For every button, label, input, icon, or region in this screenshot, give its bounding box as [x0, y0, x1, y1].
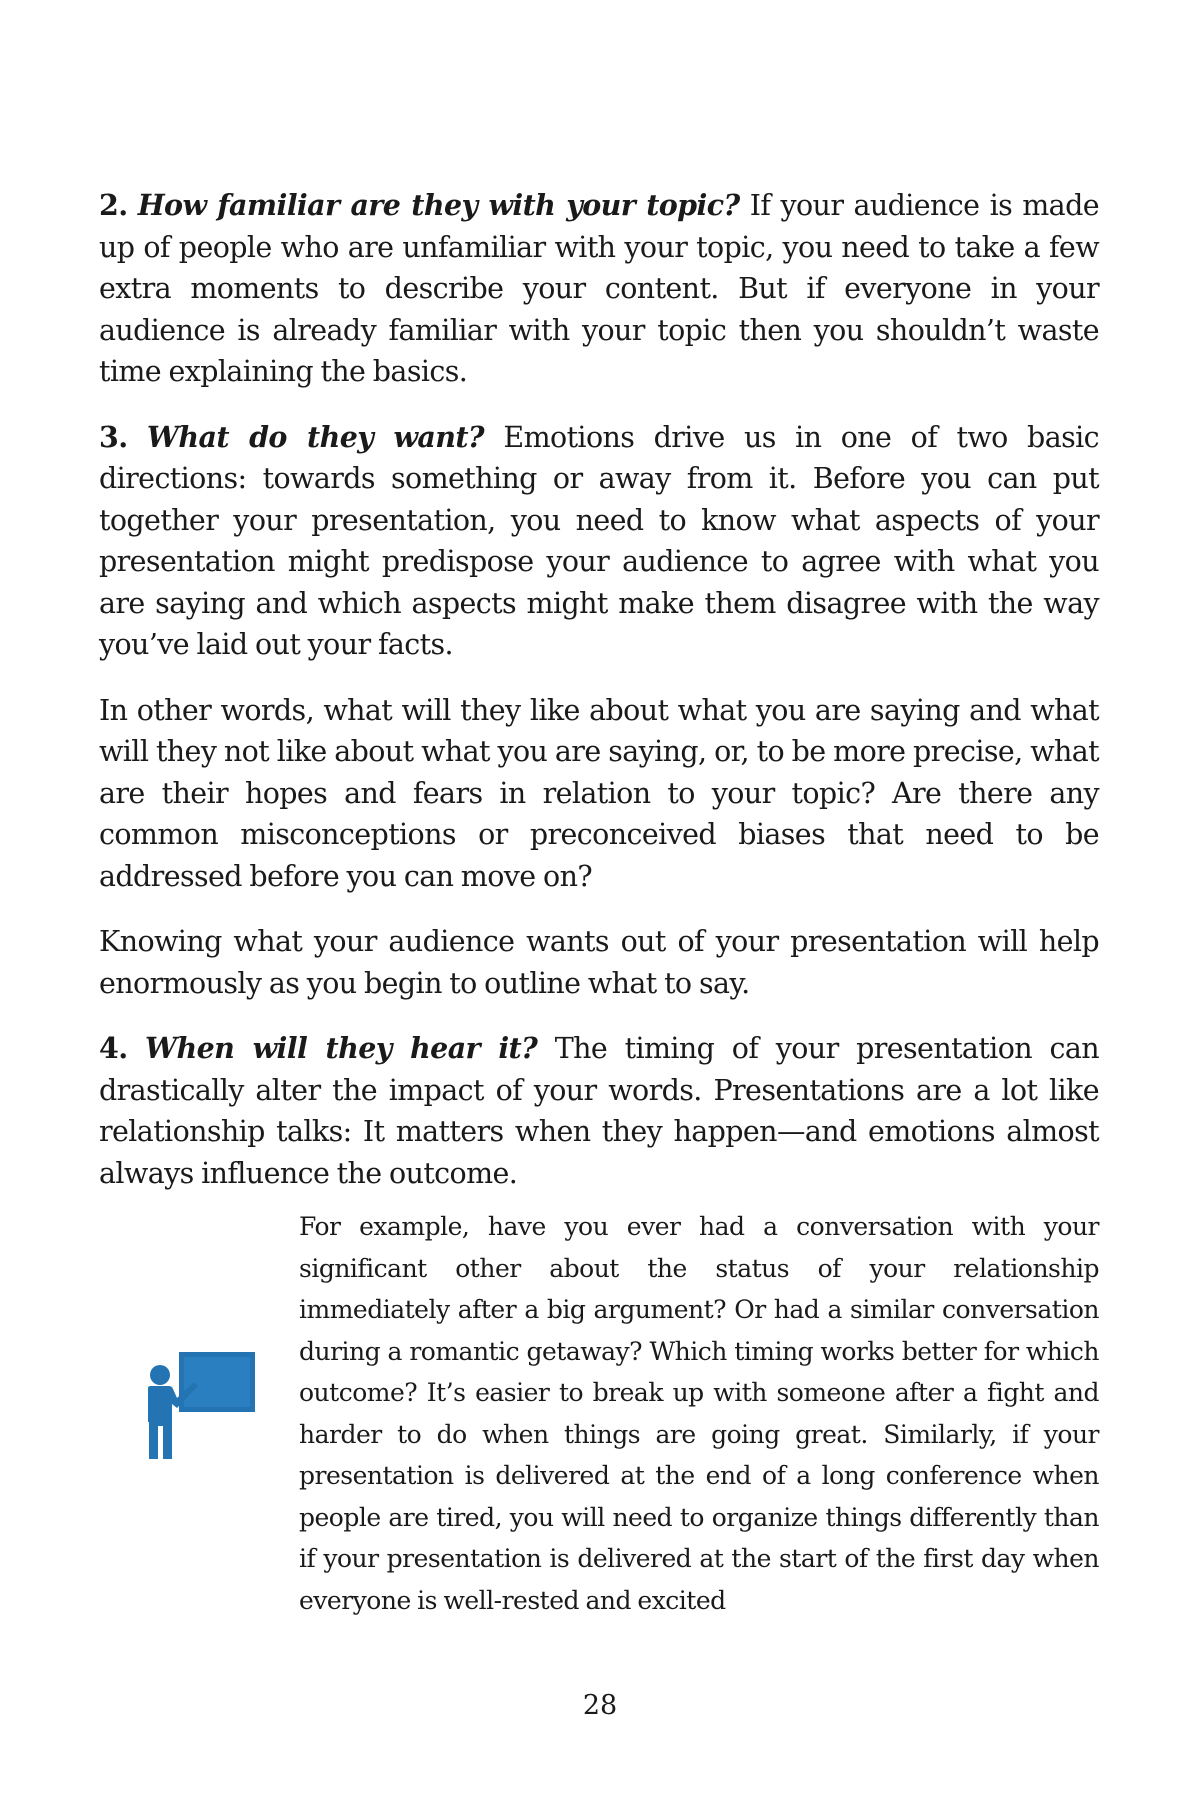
paragraph-question-2 [99, 185, 1099, 393]
question-number: 4. [99, 1031, 128, 1065]
paragraph-question-4 [99, 1028, 1099, 1194]
presenter-at-board-icon [139, 1346, 259, 1466]
question-number: 2. [99, 188, 128, 222]
paragraph-text: Emotions drive us in one of two basic directions: towards something or away from it. Before you can put together your presentation, you need to know what aspects of your presentation might predispose your audience to agree with what you are saying and which aspects might make them disagree with the way you’ve laid out your facts. [99, 420, 1099, 661]
question-number: 3. [99, 419, 128, 454]
paragraph-question-3 [99, 417, 1099, 666]
paragraph-in-other-words [99, 690, 1099, 898]
paragraph-text: If your audience is made up of people who are unfamiliar with your topic, you need to take a few extra moments to describe your content. But if everyone in your audience is already familiar with your topic then you shouldn’t waste time explaining the basics. [99, 189, 1099, 388]
question-heading: What do they want? [146, 419, 485, 454]
page-number: 28 [582, 1690, 618, 1721]
question-heading: How familiar are they with your topic? [137, 188, 740, 222]
example-callout [99, 1206, 1099, 1626]
paragraph-text: The timing of your presentation can drastically alter the impact of your words. Presentations are a lot like relationship talks: It matters when they happen—and emotions almost always influence the outcome. [99, 1032, 1099, 1190]
presenter-at-board-icon-svg [139, 1346, 259, 1466]
paragraph-knowing [99, 921, 1099, 1004]
page-body [99, 185, 1099, 1218]
paragraph-text: In other words, what will they like about what you are saying and what will they not like about what you are saying, or, to be more precise, what are their hopes and fears in relation to your topic? Are there any common misconceptions or preconceived biases that need to be addressed before you can move on? [99, 693, 1099, 893]
paragraph-text: Knowing what your audience wants out of your presentation will help enormously as you begin to outline what to say. [99, 925, 1099, 1000]
question-heading: When will they hear it? [145, 1031, 538, 1065]
example-text: For example, have you ever had a conversation with your significant other about the status of your relationship immediately after a big argument? Or had a similar conversation during a romantic getaway? Which timing works better for which outcome? It’s easier to break up with someone after a fight and harder to do when things are going great. Similarly, if your presentation is delivered at the end of a long conference when people are tired, you will need to organize things differently than if your presentation is delivered at the start of the first day when everyone is well-rested and excited [299, 1212, 1099, 1615]
